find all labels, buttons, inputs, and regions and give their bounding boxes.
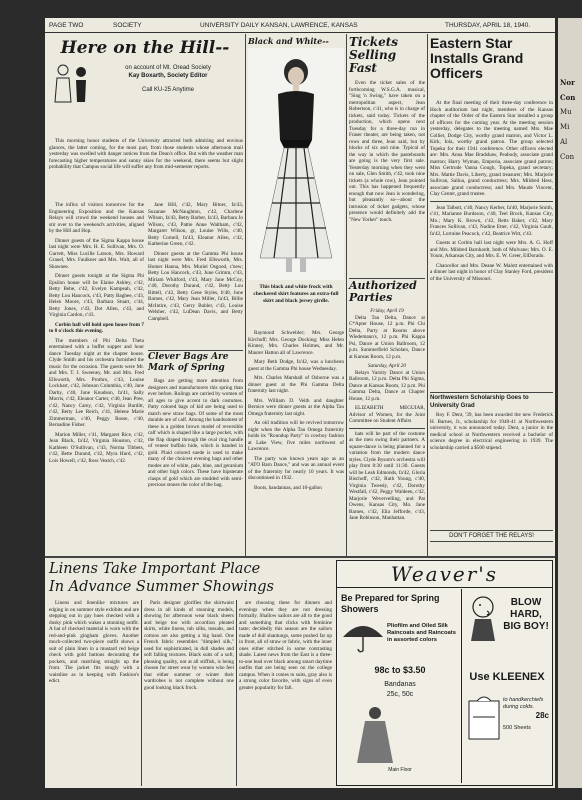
next-page-snippet: Con: [560, 153, 575, 161]
next-page-snippet: Al: [560, 138, 568, 146]
scholarship-headline: Northwestern Scholarship Goes to University Grad: [430, 395, 529, 409]
linens-headline-line-1: Linens Take Important Place: [49, 561, 261, 577]
scholarship-article: [430, 412, 553, 520]
relays-reminder: DON'T FORGET THE RELAYS!: [430, 530, 553, 542]
authorized-parties-list: [349, 308, 425, 556]
newspaper-page: [45, 18, 555, 788]
linens-headline: [49, 560, 334, 596]
hill-paragraph: The influx of visitors tomorrow for the Engineering Exposition and the Kansas Relays will crowd the weekend houses and stir over to the weekend's activities, aligned by the Hill and Hop.: [49, 202, 144, 234]
authorization-signature: ELIZABETH MEGUIAR, Advisor of Women, for the Joint Committee on Student Affairs: [349, 405, 425, 424]
divider: [148, 350, 243, 351]
saturday-parties: Relays Varsity Dance at Union Ballroom, 12 p.m. Delta Phi Sigma, Dance at Kansas Room, 12 p.m. Phi Gamma Delta, Dance at Chapter House, 12 p.m.: [349, 369, 425, 402]
society-note: Mary Beth Dodge, fa'42, was a luncheon guest at the Gamma Phi house Wednesday.: [248, 359, 344, 372]
tickets-text: Even the ticket sales of the forthcoming W.S.G.A. musical, "Sing 'n Swing," have taken on a metropolitan aspect, Jean Robertson, c'41, who is in charge of tickets, said today. Tickets of the production, which opens next Tuesday for a three-day run in Fraser theater, are being taken, not rows and three, Jean said, but by blocks of six and nine. Typical of the way in which the pasteboards are going is the very first sale. Yesterday morning when they went on sale, Glen Smith, c'42, took nine tickets (a whole row), Jean pointed out. This has happened frequently enough that now Jean is wondering, but pleasantly so—about the intrusion of ticket gadgets, whose presence would definitely add the "New Yorker" touch.: [349, 80, 425, 223]
section-divider: [45, 556, 555, 558]
issue-date: THURSDAY, APRIL 18, 1940.: [445, 22, 531, 29]
next-page-snippet: Nor: [560, 78, 575, 87]
tickets-headline: Tickets Selling Fast: [349, 35, 399, 75]
linens-column-2: [144, 600, 234, 786]
next-page-snippet: Mu: [560, 108, 572, 116]
next-page-edge: [558, 18, 582, 788]
friday-heading: Friday, April 19: [370, 308, 404, 314]
section-name: SOCIETY: [113, 22, 142, 29]
tickets-article: [349, 80, 425, 276]
page-header: [45, 18, 555, 33]
kleenex-slogan: Use KLEENEX: [469, 671, 545, 683]
phone-line: Call KU-25 Anytime: [141, 87, 195, 93]
fashion-photo-label: Black and White--: [248, 36, 329, 46]
friday-parties: Delta Tau Delta, Dance at C*Apter House, 12 p.m. Phi Chi Delta, Party at Rooms above Wiedemann's, 12 p.m. Phi Kappa Psi, Dance at Union Ballroom, 12 p.m. Summerfield Scholars, Dance at Kansas Room, 12 p.m.: [349, 314, 425, 360]
fashion-photo-box: [248, 36, 344, 328]
hill-column-head: [47, 36, 243, 134]
society-note: Raymond Schwebler; Mrs. George Kirchoff; Mrs. George Docking; Miss Helen Kinney, Mrs. Charles Holmes, and Mr. Maurer Hatton all of Lawrence.: [248, 330, 344, 356]
linens-text: Linens and linenlike mixtures are edging in on summer style exhibits and are stepping out in gay hues checked with a dusky pink which wakes a stunning outfit. A hat of checked material is worn with the red-and-pink gingham gloves. Another much-collected two-piece outfit shows a suit of plain linen in a mustard red beige check with gold buttons decorating the pockets, and matching straight up the front. The jacket fits snugly with a waistline as in keeping with Fashion's edict.: [49, 600, 139, 684]
society-note: Guests at Corbin hall last night were Mrs. A. G. Hoff and Mrs. Mildred Barnhardt, both of Mulvane; Mrs. O. E. Yount, Arkansas City, and Mrs. E. W. Greer, ElDorado.: [430, 240, 553, 259]
divider: [349, 428, 425, 429]
hill-paragraph: Dinner guests tonight at the Sigma Phi Epsilon house will be Elaine Ashley, c'42, Betty Bebe, c'42, Evelyn Kampeah, c'42, Betty Lou Hancock, c'43, Patty Bagbee, c'43, Helen Moore, c'43, Barbara Stuart, c'44, Betty Jones, c'43, Dot Allen, c'43, and Virginia Cardon, c'43.: [49, 273, 144, 318]
divider: [430, 392, 553, 393]
hill-title: Here on the Hill--: [60, 38, 230, 58]
bandana-label: Bandanas: [384, 681, 416, 688]
kleenex-price: 28c: [535, 711, 549, 720]
column-rule: [346, 34, 347, 556]
kleenex-sheet-count: 500 Sheets: [503, 725, 531, 731]
paper-name: UNIVERSITY DAILY KANSAN, LAWRENCE, KANSAS: [200, 22, 358, 29]
society-note: Mrs. Charles Marshall of Osborne was a dinner guest at the Phi Gamma Delta fraternity last night.: [248, 375, 344, 394]
kleenex-subtext: to handkerchiefs during colds.: [503, 697, 544, 710]
raincoat-figure-icon: [345, 705, 405, 765]
society-note: Mrs. William D. Veith and daughter Bernice were dinner guests at the Alpha Tau Omega fraternity last night.: [248, 397, 344, 417]
bags-article: [148, 378, 243, 554]
eastern-star-text: At the final meeting of their three-day conference in Hoch auditorium last night, members of the Kansas chapter of the Order of the Eastern Star installed a group of officers for the coming year. At the meeting session yesterday, delegates to the meeting named Mrs. Mae Collier, Dodge City, worthy grand matron, and Victor L. Kirk, Iola, worthy grand patron. The group selected Topeka for their 1941 conference. Other officers elected are: Mrs. Anna Mae Bradshaw, Peabody, associate grand matron; Harry Wyman, Emporia, associate grand patron; Miss Gertrude Vanna Gough, Topeka, grand secretary; Mrs. Mattie Davis, Liberty, grand treasurer; Mrs. Marjorie Sullivan, Salina, grand conductress; Mrs. Mildred Hess, associate grand conductress; and Mrs. Maude Vincent, Clay Center, grand trustee.: [430, 100, 553, 197]
scholarship-text: Roy F. Dent, '39, has been awarded the new Frederick H. Barnes, Jr., scholarship for 1940-41 at Northwestern university, it was announced today. Dent, a junior in the medical school at Northwestern received a bachelor of science degree in electrical engineering in 1939. The scholarship carried a $500 stipend.: [430, 412, 553, 451]
blow-hard-slogan: BLOW HARD, BIG BOY!: [503, 597, 549, 632]
society-notes-column: [248, 330, 344, 556]
column-rule: [427, 34, 428, 556]
column-rule: [141, 600, 142, 786]
umbrella-icon: [341, 619, 385, 653]
hill-byline: on account of Mt. Oread Society: [125, 65, 211, 71]
hill-paragraph: The members of Phi Delta Theta entertained with a buffet supper and hour dance Tuesday night at the chapter house. Clyde Smith and his orchestra furnished the music for the occasion. The guests were Mr. and Mrs. T. J. Sweeney, Mr. and Mrs. Fred Ellsworth, Mrs. Prothro, c'43, Louise Lockhart, c'42, Johnson Columbia, c'40, Jane Darby, c'40, June Knudson, fa'41, Sally Morris, c'42, Eleanor Carter, c'40, Jean Pree, c'42, Nancy Carey, c'42, Virginia Burditt, c'42, Betty Lee Reich, c'41, Helene Marie Zimmerman, c'40, Peggy Rosse, c'40, Bernadine Fisher.: [49, 337, 144, 428]
kleenex-box-icon: [467, 695, 501, 741]
eastern-star-article: [430, 100, 553, 390]
eastern-star-headline: Eastern Star Installs Grand Officers: [430, 35, 524, 81]
weavers-advertisement: [336, 560, 553, 786]
weavers-headline: Be Prepared for Spring Showers: [341, 593, 440, 614]
saturday-heading: Saturday, April 20: [368, 363, 406, 369]
society-note: Boots, bandannas, and 10-gallon: [254, 484, 322, 491]
roundup-continuation: hats will be part of the costume as the men swing their partners. A square-dance is being planned for a variation from the modern dance styles. Clyde Bysom's orchestra will play from 8:30 until 11:30. Guests will be Leah Edmonds, fa'42, Gloria Bischoff, c'42, Ruth Young, c'40, Virginia Tweedy, c'42, Dorothy Westfall, c'42, Peggy Waldeen, c'42, Marjorie Wevervelling, and Pat Owens, Kansas City, Mo. Jane Barnes, c'42, Elia Jefforde, c'43, Jane Robinson, Manhattan.: [349, 430, 425, 521]
society-note: The party was known years ago as an "ATO Barn Dance," and was an annual event of the fraternity for nearly 10 years. It was discontinued in 1932.: [248, 455, 344, 481]
society-editor-byline: Kay Boxarth, Society Editor: [128, 73, 208, 79]
linens-text: are choosing these for dinners and evenings when they are not dressing formally. Shallow sailors are all to the good and something that clicks with feminine taste; decidedly this season are the sailors made of dull shantungs, some pushed far up in front, all of straw or fabric, with the inner ones either stitched in some contrasting shade. Latest news from the East is a three-to-one lead over black among smart daytime outfits that are being seen on the college campus. When it comes to suits, gray also is a strong color favorite, with signs of even greater popularity for fall.: [239, 600, 332, 691]
hill-paragraph: Marion Miller, c'41, Margaret Rice, c'42, Jean Black, fa'42, Virginia Houston, c'42, Kathleen O'Sullivan, c'43, Norma Tibbets, c'42, Bette Durand, c'42, Myra Hurd, c'42, Lois Howell, c'42, Ross Veatch, c'42.: [49, 431, 144, 464]
column-rule: [245, 34, 246, 556]
column-rule: [236, 600, 237, 786]
next-page-snippet: Con: [560, 93, 576, 102]
linens-column-3: [239, 600, 332, 786]
linens-column-1: [49, 600, 139, 786]
hill-column-2: [148, 202, 243, 348]
fashion-model-photo: [248, 48, 344, 280]
hill-column-1: [49, 202, 144, 554]
linens-headline-line-2: In Advance Summer Showings: [49, 579, 274, 595]
society-note: Chancellor and Mrs. Deane W. Malott entertained with a dinner last night in honor of Clay Stanley Ford, president of the University of Missouri.: [430, 262, 553, 282]
society-note: An old tradition will be revived tomorrow night when the Alpha Tau Omega fraternity holds its "Roundup Party" in cowboy fashion at Lake View, five miles northwest of Lawrence.: [248, 420, 344, 452]
cartoon-sneezer-icon: [465, 593, 505, 643]
next-page-snippet: Mi: [560, 123, 570, 131]
fashion-photo-caption: This black and white frock with checkered skirt features an extra-full skirt and black jersey girdle.: [253, 284, 339, 304]
authorized-parties-headline: Authorized Parties: [349, 279, 417, 304]
couple-illustration-icon: [49, 62, 93, 104]
linens-text: Paris designer glorifies the shirtwaist dress in all kinds of stunning models, showing for afternoon wear black sheers and beige too with accordion pleated skirts, white linens, tub silks, tussahs, and cottons are also getting a big hand. One French fabric resembles "dimpled silk," used for sophisticated, in dull shades and soft falling textures. Black suits of a soft, pleasing quality, not at all stiffish, is being chosen for street wear by women who feel that either summer or winter their wardrobes is not complete without one good looking black frock.: [144, 600, 234, 691]
page-number: PAGE TWO: [49, 22, 84, 29]
bags-text: Bags are getting more attention from designers and manufacturers this spring than ever before. Rulings are carried by women of all ages to give accent to dark costumes. Patty colored bags of kid are being used to match new straw bags. Of some of the most durable are of calf. Among the handsomest of these is a golden brown model of reversible calf which is shaped like a large pocket, with the flap draped through the oval ring handle of veneer buffalo hide, which is banded in gold. Plaid colored suede is used to make many of the choicest evening bags and other modes are of white, pale, blue, and geranium and other high colors. These have hipsterate clasps of gold which are studded with semi-precious stones the color of the bag.: [148, 378, 243, 488]
hill-lead-paragraph: This morning honor students of the University attracted both admiring and envious glances, the latter coming, for the most part, from those students whose afternoon mail yesterday was swelled with danger notices from the Dean's office. But with the weather man forecasting higher temperatures and sunny skies for the weekend, there seems but slight probability that Campus social life will suffer any from mid-semester reports.: [49, 138, 243, 170]
raincoat-price: 98c to $3.50: [374, 665, 426, 675]
hill-paragraph: Dinner guests of the Sigma Kappa house last night were Mrs. H. E. Sullivan, Mrs. O. Garrett, Miss Lucille Larson, Mrs. Howard Grauel, Mrs. Faulkner and Mrs. Walt, all of Shawnee.: [49, 237, 144, 270]
divider: [430, 201, 553, 202]
hill-paragraph: Corbin hall will hold open house from 7 to 8 o'clock this evening.: [49, 321, 144, 334]
hill-paragraph: Dinner guests at the Gamma Phi house last night were Mrs. Fred Ellsworth, Mrs. Homer Hanna, Mrs. Muriel Osgood, c'new; Betty Lou Hancock, c'43, June Grimm, c'43, Miriam Whitford, c'43, Mary Jane McCoy, c'40, Dorothy Durand, c'42, Betty Lou Bittell, c'42, Betty Gene Styles, b'40, June Barnes, c'42, Mary Jean Miller, fa'43, Billie McIntire, c'43, Gerry Bubler, c'43, Louise Welsher, c'42, LuDean Davis, and Betty Campbell.: [148, 250, 243, 322]
weavers-logo: Weaver's: [337, 561, 552, 588]
raincoat-description: Pliofilm and Oiled Silk Raincoats and Raincoats in assorted colors: [387, 623, 456, 643]
society-note: Jean Talbott, c'40, Nancy Kerber, fa'40, Marjorie Smith, c'41, Marianne Burdsson, c'40, Teel Brock, Kansas City, Mo.; Mary K. Brown, c'42, Betts Baker, c'42, Mary Frances Sullivan, c'43, Nadine Etter, c'42, Virginia Gault, fa'42, Lorraine Peacock, c'42, Beatrice Witt, c'43.: [430, 204, 553, 237]
hill-paragraph: Jane Hill, c'42, Mary Bitner, fa'43, Suzanne McNaughton, c'42, Charlene Wilson, fa'43, Betty Barber, fa'43, Barbara Jo Wilson, c'43, Pattie Anne Waltham, c'42, Margaret Wilson, gr, Louise Wills, c'40, Betty Cornell, fa'43, Eleanor Allen, c'42, Katherine Green, c'42.: [148, 202, 243, 247]
hill-lead-block: [49, 138, 243, 200]
main-floor-note: Main Floor: [388, 767, 412, 773]
bandana-price: 25c, 50c: [386, 691, 414, 698]
bags-headline: Clever Bags Are Mark of Spring: [148, 352, 229, 373]
ad-divider: [461, 589, 462, 783]
